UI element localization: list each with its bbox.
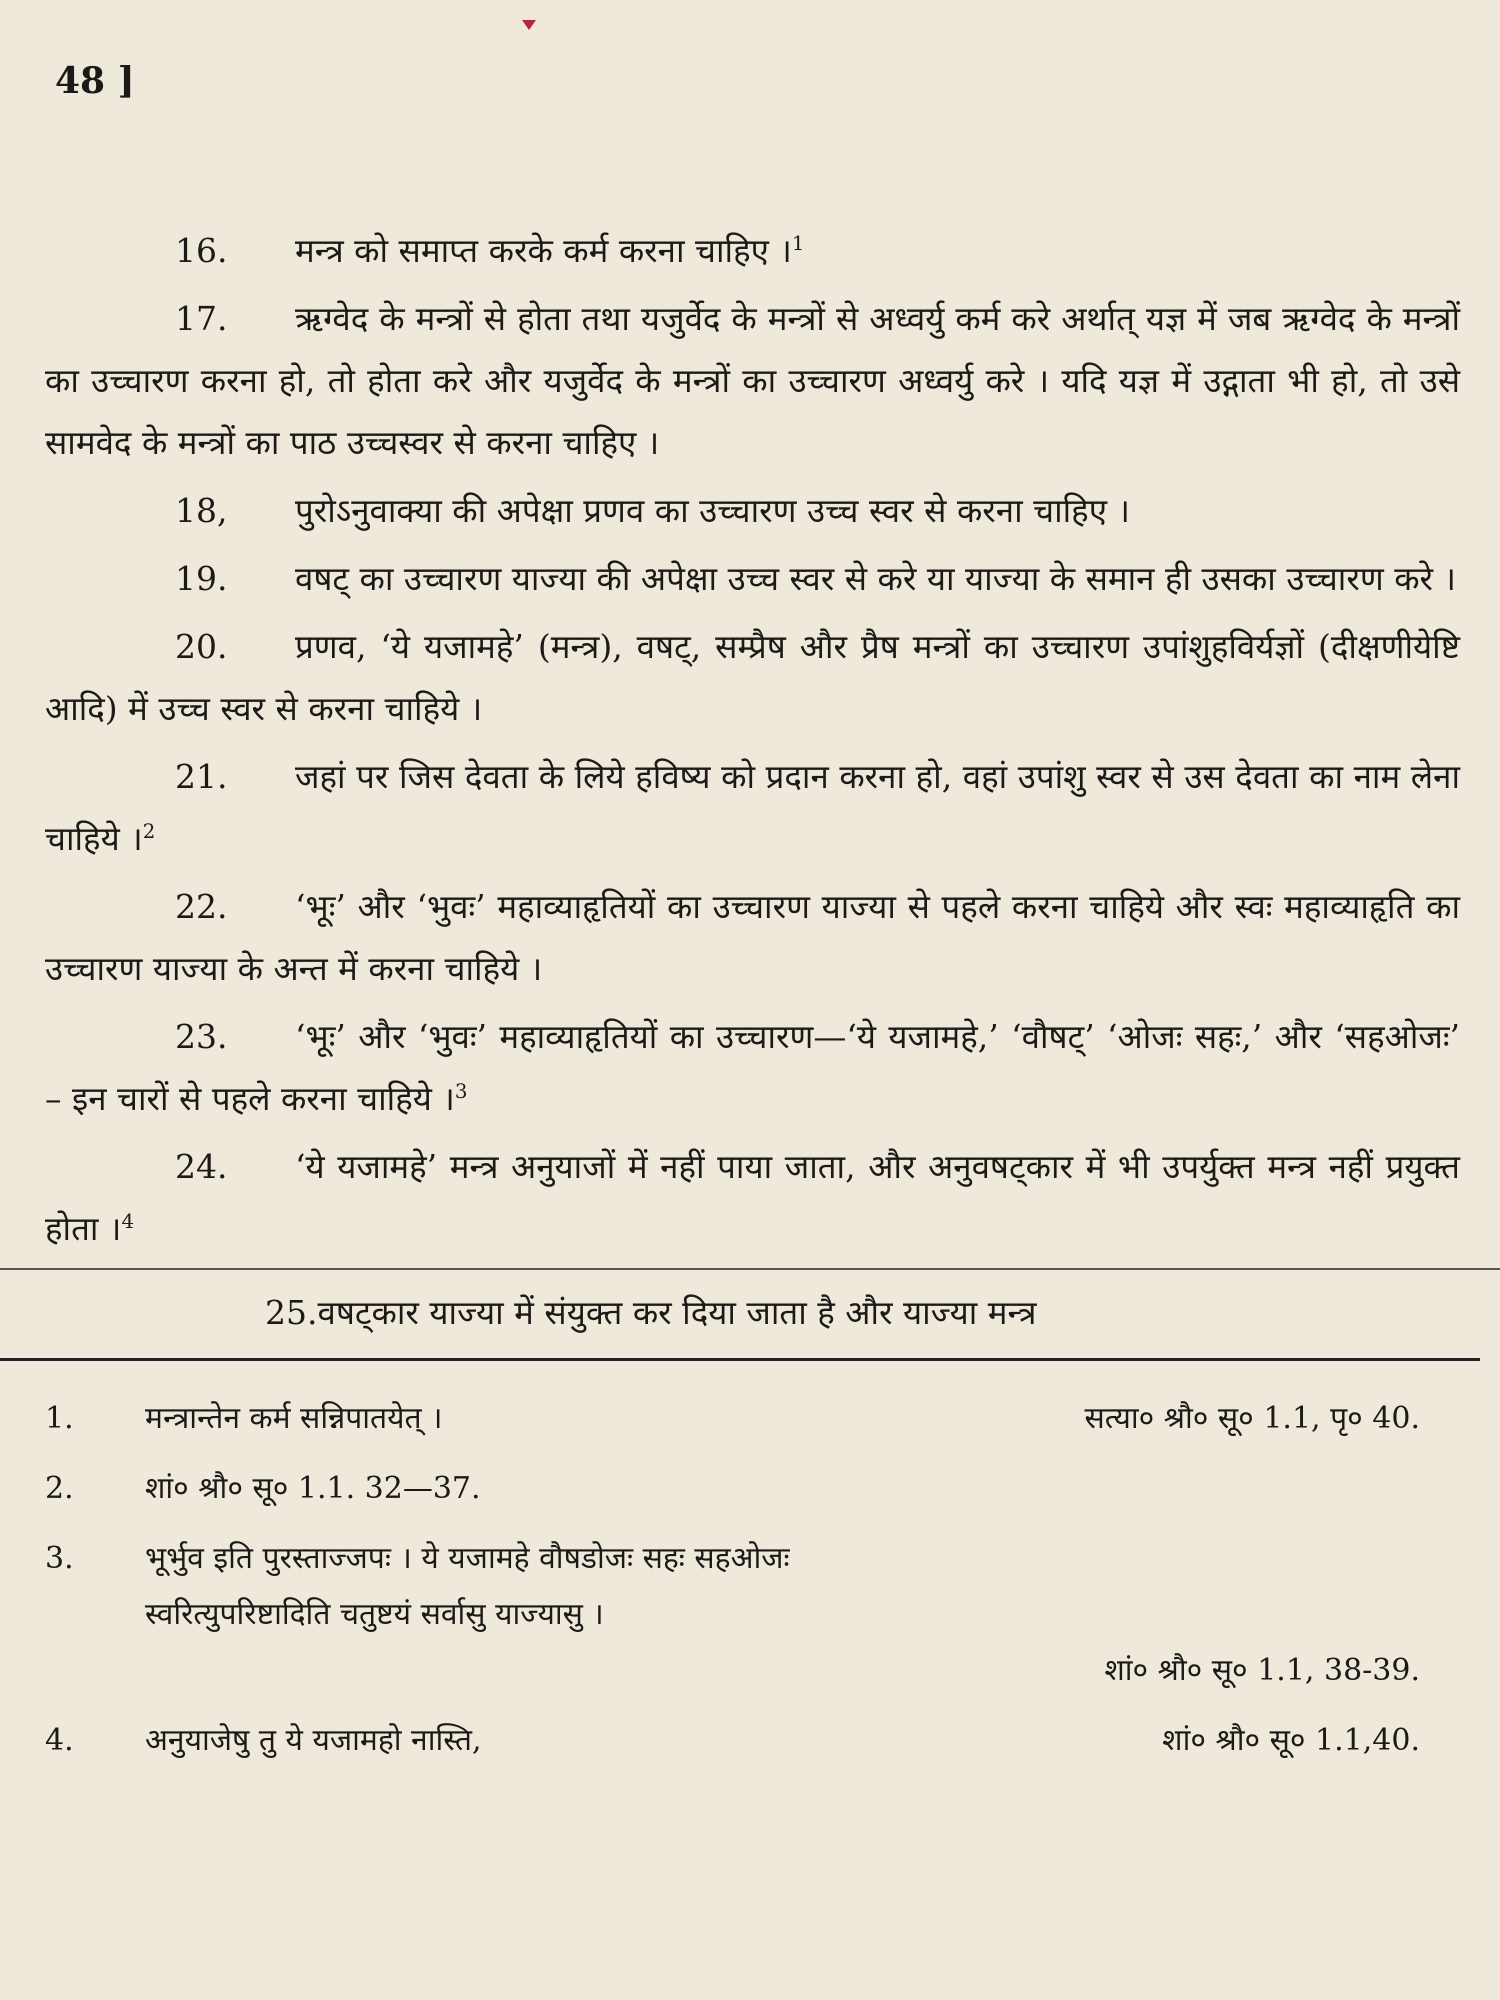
paragraph-number: 25.	[265, 1293, 318, 1332]
footnote-number: 1.	[45, 1401, 74, 1436]
paragraph-22	[45, 876, 1460, 1000]
footnote-ref: 2	[142, 820, 156, 843]
footnote-number: 2.	[45, 1471, 74, 1506]
paragraph-text: ‘भूः’ और ‘भुवः’ महाव्याहृतियों का उच्चारण—‘ये यजामहे,’ ‘वौषट्’ ‘ओजः सहः,’ और ‘सहओजः’ – इन चारों से पहले करना चाहिये ।	[45, 1017, 1460, 1118]
paragraph-16	[45, 220, 1460, 282]
footnote-1	[45, 1391, 1460, 1447]
footnotes	[45, 1391, 1460, 1769]
paragraph-number: 22.	[175, 887, 228, 926]
paragraph-number: 23.	[175, 1017, 228, 1056]
paragraph-number: 19.	[175, 559, 228, 598]
paragraph-text: प्रणव, ‘ये यजामहे’ (मन्त्र), वषट्, सम्प्रैष और प्रैष मन्त्रों का उच्चारण उपांशुहविर्यज्ञों (दीक्षणीयेष्टि आदि) में उच्च स्वर से करना चाहिये ।	[45, 627, 1460, 728]
footnote-body	[145, 1531, 1460, 1699]
footnote-source: शां० श्रौ० सू० 1.1,40.	[1162, 1723, 1420, 1758]
paragraph-number: 16.	[175, 231, 228, 270]
footnote-3	[45, 1531, 1460, 1699]
paragraph-23	[45, 1006, 1460, 1130]
divider	[0, 1268, 1500, 1270]
paragraph-text: ऋग्वेद के मन्त्रों से होता तथा यजुर्वेद के मन्त्रों से अध्वर्यु कर्म करे अर्थात् यज्ञ में जब ऋग्वेद के मन्त्रों का उच्चारण करना हो, तो होता करे और यजुर्वेद के मन्त्रों का उच्चारण अध्वर्यु करे । यदि यज्ञ में उद्गाता भी हो, तो उसे सामवेद के मन्त्रों का पाठ उच्चस्वर से करना चाहिए ।	[45, 299, 1460, 462]
footnote-text: अनुयाजेषु तु ये यजामहो नास्ति,	[145, 1723, 482, 1758]
paragraph-text: ‘भूः’ और ‘भुवः’ महाव्याहृतियों का उच्चारण याज्या से पहले करना चाहिये और स्वः महाव्याहृति का उच्चारण याज्या के अन्त में करना चाहिये ।	[45, 887, 1460, 988]
red-mark-icon	[522, 20, 536, 30]
footnote-ref: 1	[791, 232, 805, 255]
paragraph-21	[45, 746, 1460, 870]
page-number: 48 ]	[55, 60, 135, 102]
paragraph-number: 20.	[175, 627, 228, 666]
main-text	[45, 220, 1460, 1260]
paragraph-number: 17.	[175, 299, 228, 338]
paragraph-number: 21.	[175, 757, 228, 796]
footnote-body	[145, 1391, 1460, 1447]
paragraph-number: 24.	[175, 1147, 228, 1186]
footnote-text-line-2: स्वरित्युपरिष्टादिति चतुष्टयं सर्वासु याज्यासु ।	[145, 1597, 604, 1632]
paragraph-text: जहां पर जिस देवता के लिये हविष्य को प्रदान करना हो, वहां उपांशु स्वर से उस देवता का नाम लेना चाहिये ।	[45, 757, 1460, 858]
paragraph-18	[45, 480, 1460, 542]
footnote-text: मन्त्रान्तेन कर्म सन्निपातयेत् ।	[145, 1401, 443, 1436]
paragraph-17	[45, 288, 1460, 474]
footnote-4	[45, 1713, 1460, 1769]
paragraph-text: मन्त्र को समाप्त करके कर्म करना चाहिए ।	[295, 231, 792, 270]
footnote-body	[145, 1461, 1460, 1517]
footnote-body	[145, 1713, 1460, 1769]
paragraph-number: 18,	[175, 491, 228, 530]
paragraph-text: वषट्कार याज्या में संयुक्त कर दिया जाता है और याज्या मन्त्र	[317, 1293, 1037, 1332]
paragraph-text: पुरोऽनुवाक्या की अपेक्षा प्रणव का उच्चारण उच्च स्वर से करना चाहिए ।	[295, 491, 1130, 530]
paragraph-24	[45, 1136, 1460, 1260]
paragraph-19	[45, 548, 1460, 610]
paragraph-text: वषट् का उच्चारण याज्या की अपेक्षा उच्च स्वर से करे या याज्या के समान ही उसका उच्चारण करे ।	[295, 559, 1457, 598]
footnote-number: 3.	[45, 1541, 74, 1576]
paragraph-20	[45, 616, 1460, 740]
footnote-ref: 3	[454, 1080, 468, 1103]
paragraph-25	[45, 1282, 1460, 1344]
footnote-2	[45, 1461, 1460, 1517]
footnote-text: शां० श्रौ० सू० 1.1. 32—37.	[145, 1471, 481, 1506]
footnote-source: सत्या० श्रौ० सू० 1.1, पृ० 40.	[1084, 1401, 1420, 1436]
footnote-source: शां० श्रौ० सू० 1.1, 38-39.	[1104, 1653, 1420, 1688]
footnote-text-line-1: भूर्भुव इति पुरस्ताज्जपः । ये यजामहे वौषडोजः सहः सहओजः	[145, 1541, 790, 1576]
footnote-ref: 4	[121, 1210, 135, 1233]
footnote-divider	[0, 1358, 1480, 1361]
footnote-number: 4.	[45, 1723, 74, 1758]
paragraph-text: ‘ये यजामहे’ मन्त्र अनुयाजों में नहीं पाया जाता, और अनुवषट्कार में भी उपर्युक्त मन्त्र नहीं प्रयुक्त होता ।	[45, 1147, 1460, 1248]
